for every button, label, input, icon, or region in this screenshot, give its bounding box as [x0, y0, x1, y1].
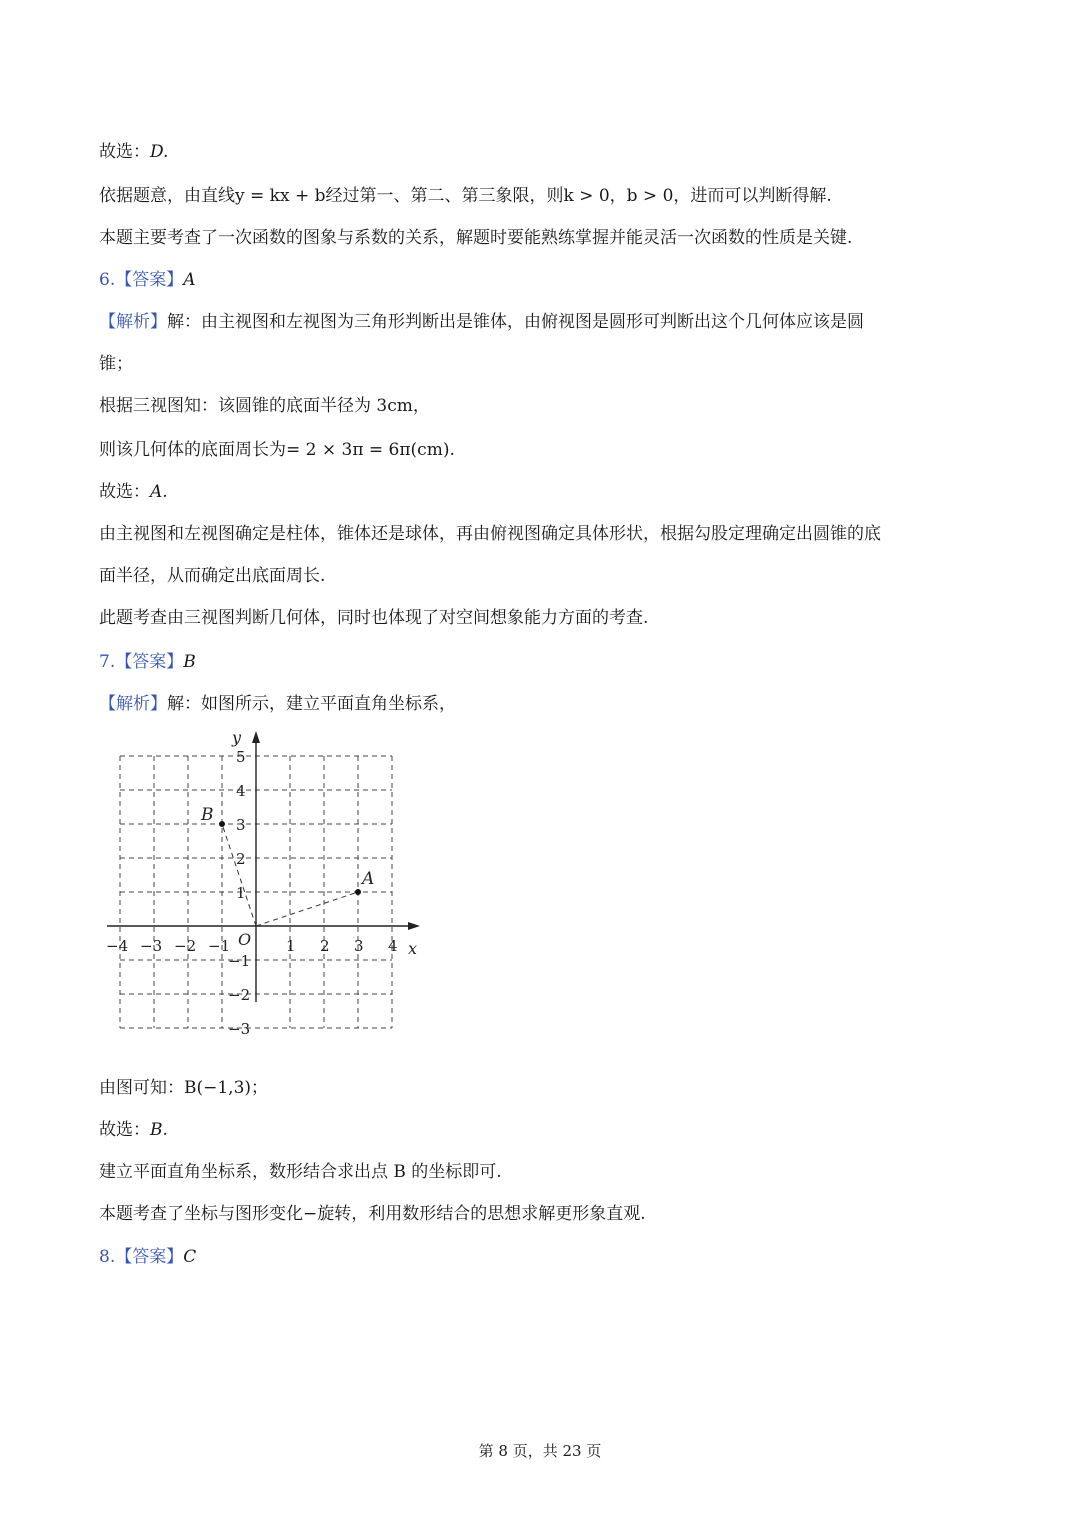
q6-analysis-line4: 则该几何体的底面周长为= 2 × 3π = 6π(cm).: [99, 440, 455, 460]
q7-answer: B: [183, 652, 196, 672]
segment-origin-to-B: [222, 824, 256, 926]
segment-origin-to-A: [256, 892, 358, 926]
q5-comment: 本题主要考查了一次函数的图象与系数的关系，解题时要能熟练掌握并能灵活一次函数的性质是关键.: [99, 228, 853, 248]
point-label-A: A: [362, 869, 375, 889]
point-A: [355, 889, 361, 895]
q6-number: 6.: [99, 270, 116, 290]
q6-conclusion: 故选：A.: [99, 482, 168, 502]
x-axis-arrow: [408, 922, 420, 930]
q6-analysis-tag: 【解析】: [99, 312, 167, 332]
y-tick-label: −1: [228, 952, 251, 970]
q6-analysis-line1: 【解析】解：由主视图和左视图为三角形判断出是锥体，由俯视图是圆形可判断出这个几何体应该是圆: [99, 312, 864, 332]
coordinate-graph: [99, 725, 439, 1065]
q8-answer-line: [99, 1245, 196, 1269]
q6-comment: 此题考查由三视图判断几何体，同时也体现了对空间想象能力方面的考查.: [99, 608, 649, 628]
point-label-B: B: [201, 805, 214, 825]
x-tick-label: 1: [286, 937, 296, 955]
q6-answer-tag: 【答案】: [115, 270, 184, 290]
q8-number: 8.: [99, 1247, 116, 1267]
y-tick-label: −2: [228, 986, 251, 1004]
q6-analysis-line3: 根据三视图知：该圆锥的底面半径为 3cm，: [99, 396, 430, 416]
q6-answer: A: [183, 270, 196, 290]
x-tick-label: −4: [106, 937, 129, 955]
y-tick-label: −3: [228, 1020, 251, 1038]
q7-explanation: 建立平面直角坐标系，数形结合求出点 B 的坐标即可.: [99, 1162, 502, 1182]
q7-comment: 本题考查了坐标与图形变化−旋转，利用数形结合的思想求解更形象直观.: [99, 1204, 646, 1224]
x-tick-label: 3: [354, 937, 364, 955]
q6-explanation-line1: 由主视图和左视图确定是柱体，锥体还是球体，再由俯视图确定具体形状，根据勾股定理确定出圆锥的底: [99, 524, 881, 544]
q5-analysis: 依据题意，由直线y = kx + b经过第一、第二、第三象限，则k > 0，b > 0，进而可以判断得解.: [99, 186, 832, 206]
q7-answer-tag: 【答案】: [115, 652, 184, 672]
x-axis-label: x: [408, 939, 418, 958]
x-tick-label: −3: [140, 937, 163, 955]
y-tick-label: 3: [236, 816, 246, 834]
q5-conclusion: 故选：D.: [99, 142, 169, 162]
q7-analysis-tag: 【解析】: [99, 694, 167, 714]
x-tick-label: −1: [208, 937, 231, 955]
y-tick-label: 1: [236, 884, 246, 902]
q7-answer-line: [99, 650, 196, 674]
page-footer: 第 8 页，共 23 页: [478, 1442, 602, 1460]
q7-result: 由图可知：B(−1,3)；: [99, 1078, 269, 1098]
q5-conclusion-letter: D.: [150, 142, 169, 162]
x-tick-label: −2: [174, 937, 197, 955]
point-B: [219, 821, 225, 827]
x-tick-label: 4: [388, 937, 398, 955]
q7-number: 7.: [99, 652, 116, 672]
q6-answer-line: [99, 268, 196, 292]
origin-label: O: [238, 930, 252, 949]
x-tick-label: 2: [320, 937, 330, 955]
y-tick-label: 2: [236, 850, 246, 868]
q8-answer: C: [183, 1247, 197, 1267]
q7-analysis-line1: 【解析】解：如图所示，建立平面直角坐标系，: [99, 694, 456, 714]
q6-explanation-line2: 面半径，从而确定出底面周长.: [99, 566, 326, 586]
y-tick-label: 5: [236, 748, 246, 766]
q8-answer-tag: 【答案】: [115, 1247, 184, 1267]
q7-conclusion: 故选：B.: [99, 1120, 168, 1140]
y-tick-label: 4: [236, 782, 246, 800]
q6-analysis-line2: 锥；: [99, 354, 133, 374]
y-axis-arrow: [252, 731, 260, 743]
y-axis-label: y: [232, 728, 242, 747]
